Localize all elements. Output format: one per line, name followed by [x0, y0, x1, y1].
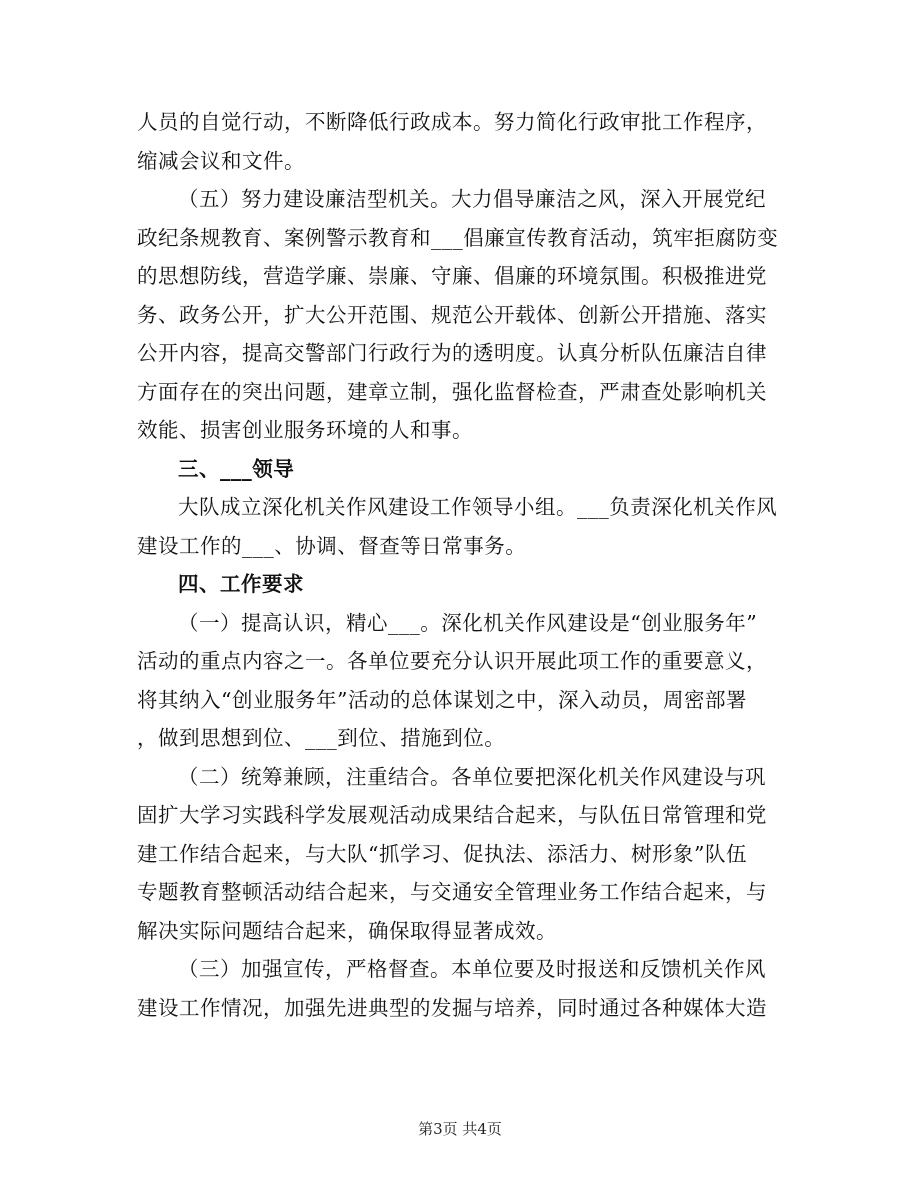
- text-line: 建设工作的___、协调、督查等日常事务。: [137, 533, 527, 558]
- paragraph-heading-three: （三）加强宣传，严格督查。本单位要及时报送和反馈机关作风: [178, 957, 766, 981]
- text-line: 解决实际问题结合起来，确保取得显著成效。: [137, 918, 557, 943]
- text-line: 将其纳入“创业服务年”活动的总体谋划之中，深入动员，周密部署: [137, 687, 747, 712]
- section-heading-four: 四、工作要求: [178, 572, 304, 596]
- text-line: 固扩大学习实践科学发展观活动成果结合起来，与队伍日常管理和党: [137, 803, 767, 827]
- paragraph-heading-five: （五）努力建设廉洁型机关。大力倡导廉洁之风，深入开展党纪: [178, 187, 766, 211]
- text-line: 公开内容，提高交警部门行政行为的透明度。认真分析队伍廉洁自律: [137, 341, 767, 365]
- text-line: 活动的重点内容之一。各单位要充分认识开展此项工作的重要意义，: [137, 649, 767, 673]
- section-heading-three: 三、___领导: [178, 456, 295, 481]
- text-line: 大队成立深化机关作风建设工作领导小组。___负责深化机关作风: [178, 495, 778, 519]
- text-line: 建设工作情况，加强先进典型的发掘与培养，同时通过各种媒体大造: [137, 995, 767, 1020]
- document-body: [137, 103, 787, 1027]
- text-line: 建工作结合起来，与大队“抓学习、促执法、添活力、树形象”队伍: [137, 841, 747, 866]
- text-line: 务、政务公开，扩大公开范围、规范公开载体、创新公开措施、落实: [137, 302, 767, 327]
- text-line: ，做到思想到位、___到位、措施到位。: [137, 726, 506, 750]
- text-line: 的思想防线，营造学廉、崇廉、守廉、倡廉的环境氛围。积极推进党: [137, 264, 767, 288]
- page-number-footer: 第3页 共4页: [418, 1120, 502, 1138]
- paragraph-heading-two: （二）统筹兼顾，注重结合。各单位要把深化机关作风建设与巩: [178, 764, 766, 789]
- text-line: 政纪条规教育、案例警示教育和___倡廉宣传教育活动，筑牢拒腐防变: [137, 225, 779, 250]
- text-line: 缩减会议和文件。: [137, 148, 305, 173]
- text-line: 人员的自觉行动，不断降低行政成本。努力简化行政审批工作程序，: [137, 110, 767, 134]
- paragraph-heading-one: （一）提高认识，精心___。深化机关作风建设是“创业服务年”: [178, 610, 758, 635]
- text-line: 专题教育整顿活动结合起来，与交通安全管理业务工作结合起来，与: [137, 880, 767, 904]
- text-line: 效能、损害创业服务环境的人和事。: [137, 418, 473, 442]
- text-line: 方面存在的突出问题，建章立制，强化监督检查，严肃查处影响机关: [137, 379, 767, 404]
